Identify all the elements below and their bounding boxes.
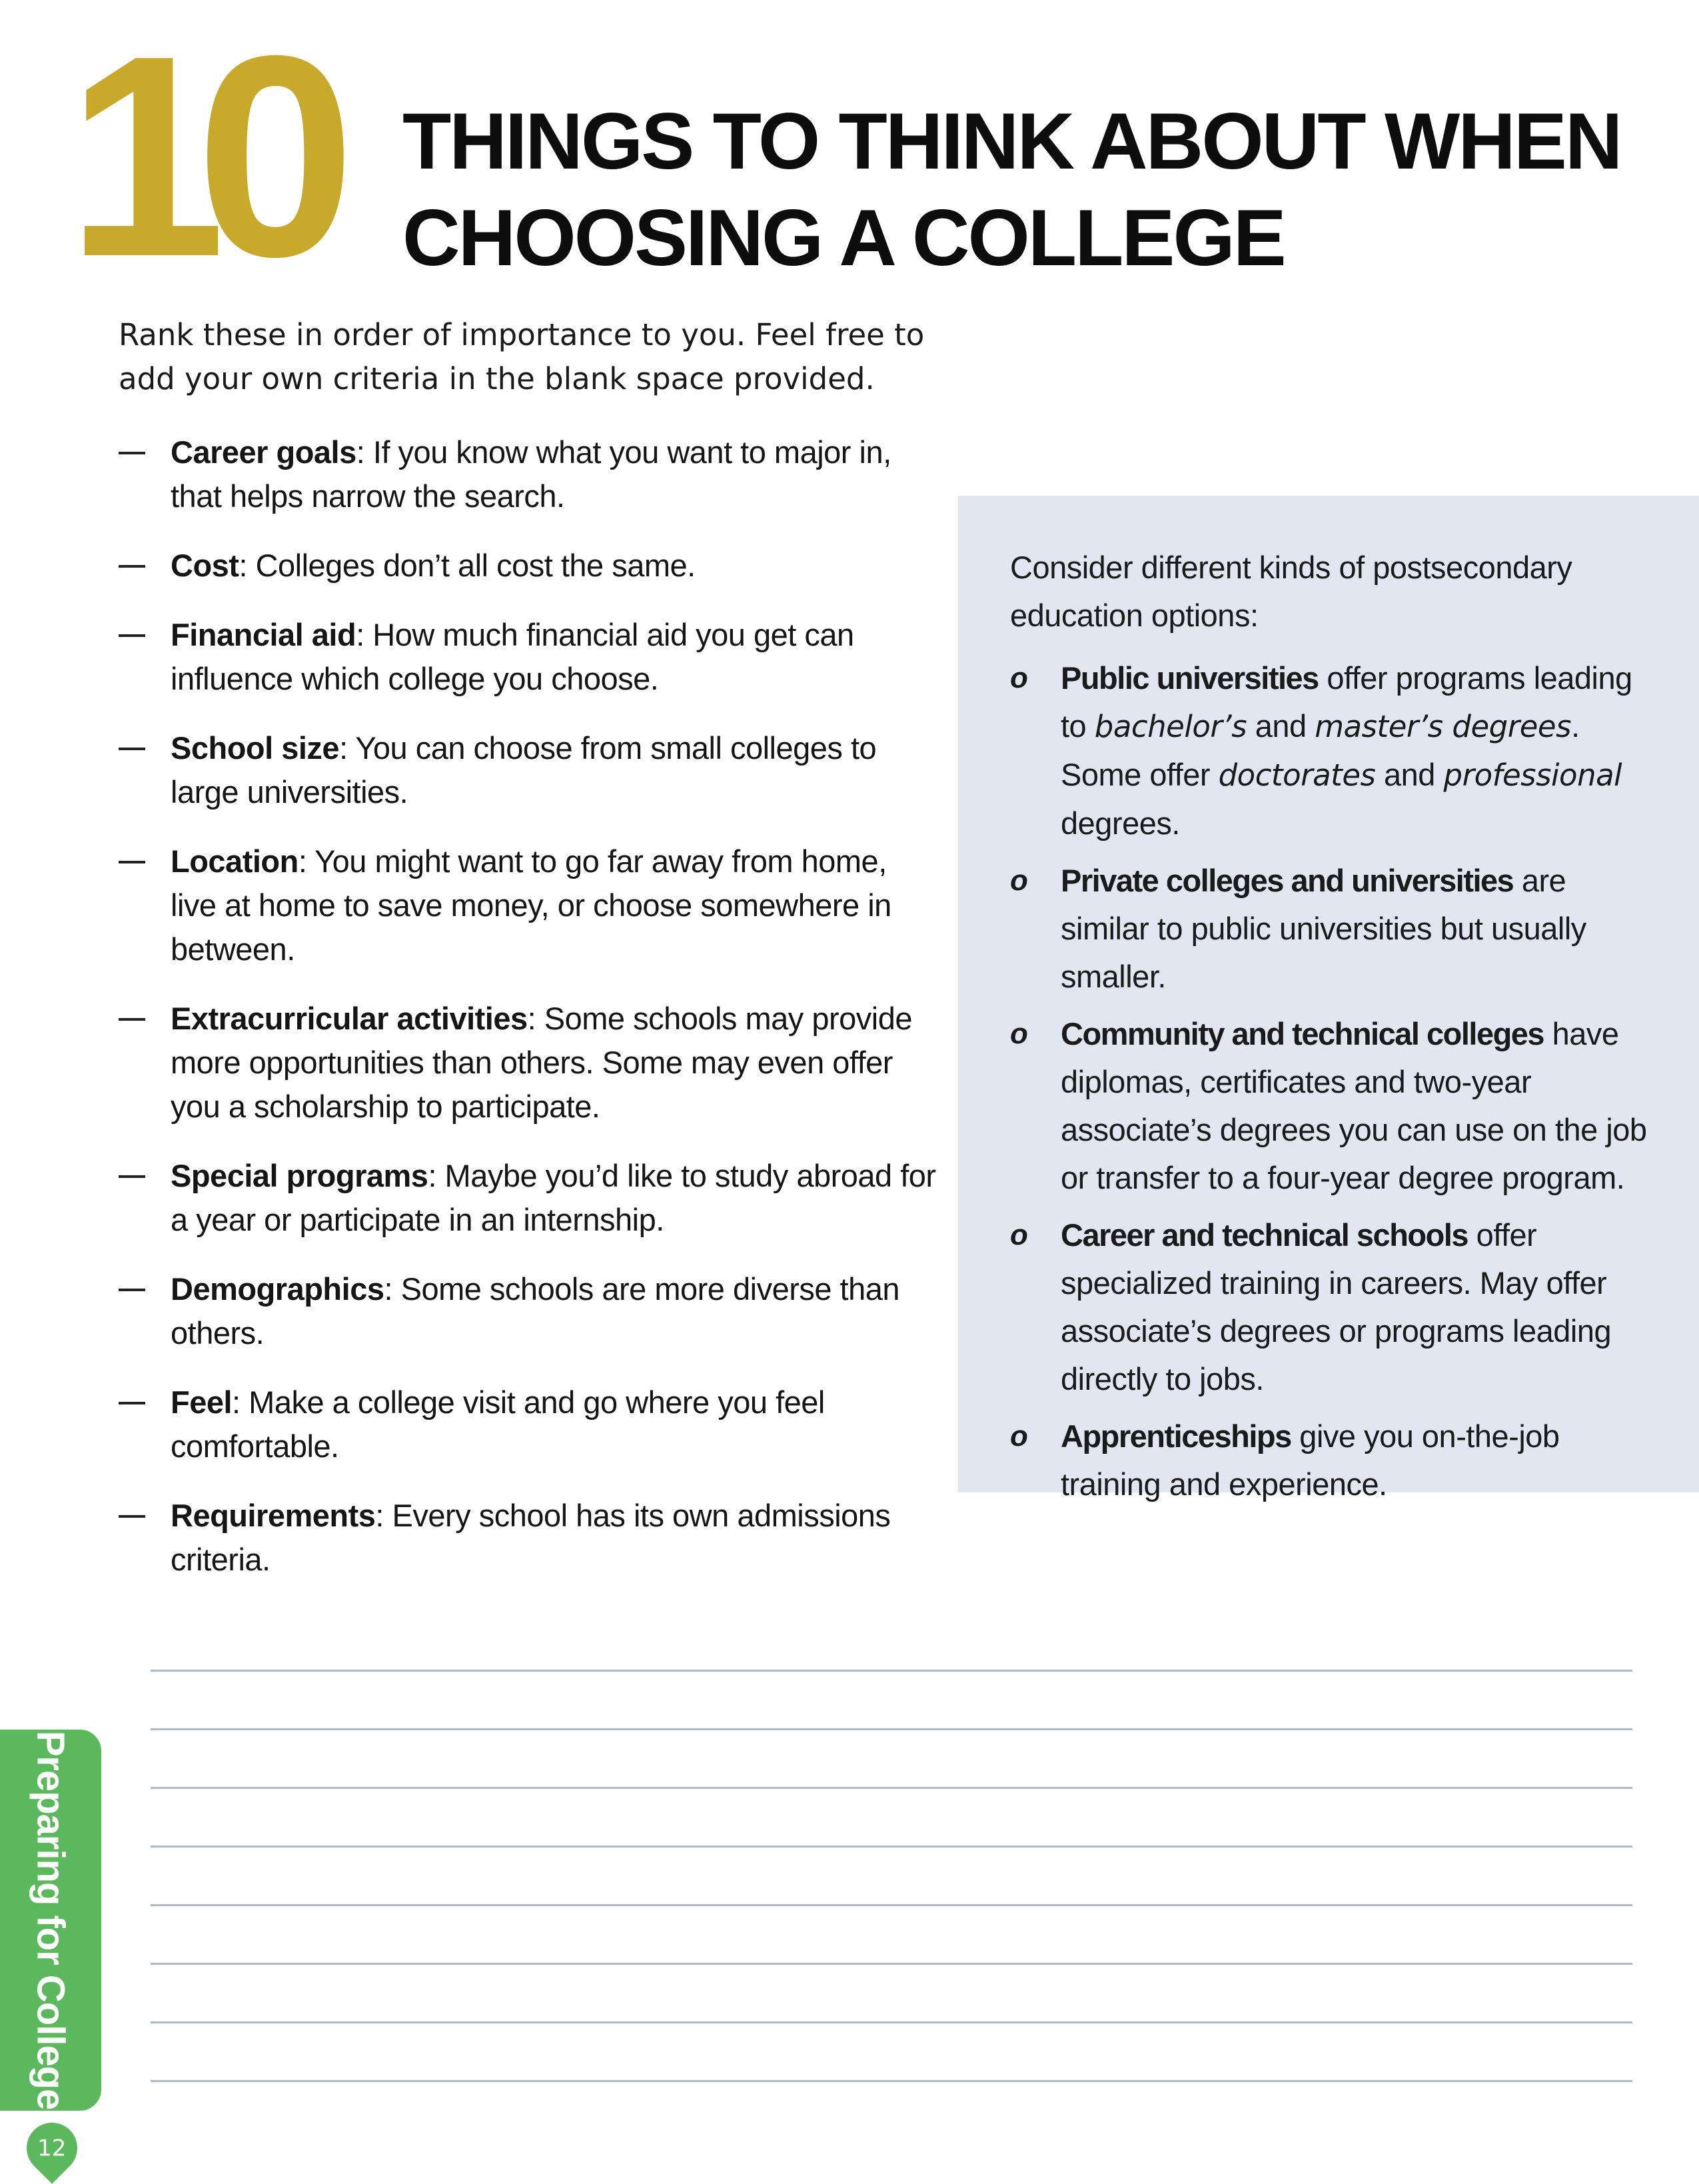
criterion-cost [119, 544, 938, 588]
page-title [402, 93, 1621, 286]
option-text: . Some offer [1061, 708, 1580, 792]
options-list [1010, 654, 1652, 1508]
criterion-term: Location [171, 843, 298, 879]
criterion-text: : Colleges don’t all cost the same. [239, 548, 696, 583]
rank-blank[interactable] [119, 1289, 145, 1291]
criterion-term: Extracurricular activities [171, 1001, 528, 1036]
criterion-demographics [119, 1267, 938, 1355]
section-tab-label: Preparing for College [29, 1730, 73, 2110]
writing-line[interactable] [151, 1904, 1632, 1963]
criterion-text: : Every school has its own admissions criteria. [171, 1498, 891, 1577]
criterion-term: Requirements [171, 1498, 376, 1533]
criterion-career-goals [119, 430, 938, 518]
option-community-colleges [1010, 1010, 1652, 1202]
education-options-box [958, 496, 1699, 1502]
option-term: Apprenticeships [1061, 1418, 1291, 1454]
writing-line[interactable] [151, 2021, 1632, 2080]
bullet-icon: o [1010, 1420, 1028, 1452]
rank-blank[interactable] [119, 452, 145, 454]
criterion-text: : You can choose from small colleges to large universities. [171, 730, 877, 810]
option-emphasis: professional [1443, 758, 1622, 793]
criteria-list [119, 430, 938, 1607]
option-text: have diplomas, certificates and two-year associate’s degrees you can use on the job or transfer to a four-year degree program. [1061, 1016, 1647, 1195]
option-text: offer programs leading to [1061, 660, 1632, 744]
title-line-1: THINGS TO THINK ABOUT WHEN [402, 97, 1621, 186]
bullet-icon: o [1010, 1017, 1028, 1050]
option-private-colleges [1010, 857, 1652, 1001]
bullet-icon: o [1010, 1219, 1028, 1251]
intro-text: Rank these in order of importance to you. Feel free to add your own criteria in the blank space provided. [119, 317, 925, 396]
criterion-term: Cost [171, 548, 239, 583]
option-text: are similar to public universities but usually smaller. [1061, 863, 1586, 994]
bullet-icon: o [1010, 864, 1028, 897]
option-public-universities [1010, 654, 1652, 847]
rank-blank[interactable] [119, 1018, 145, 1021]
rank-blank[interactable] [119, 634, 145, 637]
writing-line[interactable] [151, 1728, 1632, 1787]
criterion-feel [119, 1380, 938, 1468]
option-text: and [1247, 708, 1315, 744]
writing-line[interactable] [151, 1963, 1632, 2021]
rank-blank[interactable] [119, 861, 145, 863]
option-emphasis: master’s degrees [1315, 709, 1572, 744]
criterion-term: Demographics [171, 1271, 384, 1307]
sidebar-lead: Consider different kinds of postsecondary education options: [1010, 550, 1572, 633]
criterion-text: : How much financial aid you get can influence which college you choose. [171, 617, 854, 696]
option-text: give you on-the-job training and experience. [1061, 1418, 1560, 1502]
bullet-icon: o [1010, 662, 1028, 694]
criterion-text: : If you know what you want to major in, that helps narrow the search. [171, 434, 891, 514]
criterion-text: : Maybe you’d like to study abroad for a year or participate in an internship. [171, 1158, 936, 1237]
option-text: degrees. [1061, 806, 1180, 841]
criterion-term: Special programs [171, 1158, 428, 1193]
criterion-school-size [119, 726, 938, 814]
option-term: Public universities [1061, 660, 1319, 696]
rank-blank[interactable] [119, 1175, 145, 1178]
rank-blank[interactable] [119, 565, 145, 568]
option-emphasis: bachelor’s [1094, 709, 1247, 744]
page-number: 12 [37, 2135, 67, 2162]
title-line-2: CHOOSING A COLLEGE [402, 193, 1285, 282]
big-number-ten: 10 [67, 0, 326, 316]
criterion-text: : Some schools are more diverse than others. [171, 1271, 900, 1351]
criterion-location [119, 839, 938, 971]
criterion-term: Financial aid [171, 617, 356, 652]
option-term: Private colleges and universities [1061, 863, 1514, 898]
option-emphasis: doctorates [1218, 758, 1376, 793]
option-career-technical-schools [1010, 1211, 1652, 1403]
rank-blank[interactable] [119, 748, 145, 750]
criterion-financial-aid [119, 613, 938, 701]
writing-line[interactable] [151, 1787, 1632, 1846]
writing-lines [151, 1670, 1632, 2139]
option-apprenticeships [1010, 1412, 1652, 1508]
option-term: Career and technical schools [1061, 1217, 1468, 1253]
criterion-text: : Make a college visit and go where you feel comfortable. [171, 1384, 825, 1464]
rank-blank[interactable] [119, 1515, 145, 1518]
criterion-term: Career goals [171, 434, 356, 470]
option-term: Community and technical colleges [1061, 1016, 1544, 1051]
writing-line[interactable] [151, 1846, 1632, 1904]
criterion-text: : Some schools may provide more opportunities than others. Some may even offer you a scholarship to participate. [171, 1001, 912, 1124]
option-text: offer specialized training in careers. May offer associate’s degrees or programs leading directly to jobs. [1061, 1217, 1612, 1396]
criterion-term: Feel [171, 1384, 233, 1420]
option-text: and [1375, 757, 1444, 792]
writing-line[interactable] [151, 2080, 1632, 2139]
criterion-special-programs [119, 1154, 938, 1242]
criterion-requirements [119, 1494, 938, 1582]
page-number-badge [16, 2112, 87, 2183]
writing-line[interactable] [151, 1670, 1632, 1728]
criterion-extracurricular [119, 997, 938, 1129]
criterion-term: School size [171, 730, 340, 766]
rank-blank[interactable] [119, 1402, 145, 1404]
criterion-text: : You might want to go far away from home, live at home to save money, or choose somewhere in between. [171, 843, 891, 967]
